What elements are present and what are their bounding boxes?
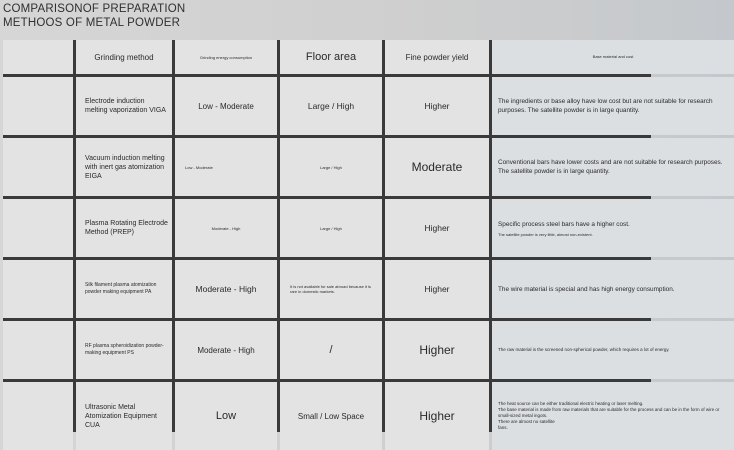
energy-cell: Low: [175, 382, 277, 450]
row-marker-cell: [3, 321, 73, 379]
yield-cell: Moderate: [385, 138, 489, 196]
header-floor: Floor area: [280, 40, 382, 74]
energy-cell: Low - Moderate: [175, 77, 277, 135]
yield-cell: Higher: [385, 199, 489, 257]
floor-cell: Large / High: [280, 77, 382, 135]
floor-cell: Large / High: [280, 199, 382, 257]
energy-cell: Moderate - High: [175, 321, 277, 379]
base-text: The heat source can be either traditional electric heating or laser melting.: [498, 401, 644, 406]
row-marker-cell: [3, 199, 73, 257]
row-marker-cell: [3, 77, 73, 135]
method-cell: Electrode induction melting vaporization VIGA: [76, 77, 172, 135]
floor-cell: It is not available for sale abroad because it is rare in domestic markets.: [280, 260, 382, 318]
row-marker-cell: [3, 382, 73, 450]
base-cell: [492, 382, 734, 450]
header-base: Base material and cost: [492, 40, 734, 74]
base-cell: Conventional bars have lower costs and are not suitable for research purposes. The satellite powder is in large quantity.: [492, 138, 734, 196]
yield-cell: Higher: [385, 77, 489, 135]
base-text-secondary: The satellite powder is very little, almost non-existent.: [498, 231, 593, 237]
method-cell: Plasma Rotating Electrode Method (PREP): [76, 199, 172, 257]
base-text-secondary: The base material is made from raw materials that are suitable for the process and can be in the form of wire or small-sized metal ingots.: [498, 407, 720, 418]
method-cell: Silk filament plasma atomization powder making equipment PA: [76, 260, 172, 318]
base-cell: The wire material is special and has high energy consumption.: [492, 260, 734, 318]
method-cell: Ultrasonic Metal Atomization Equipment CUA: [76, 382, 172, 450]
comparison-table: [3, 40, 723, 432]
floor-cell: /: [280, 321, 382, 379]
floor-cell: Large / High: [280, 138, 382, 196]
method-cell: RF plasma spheroidization powder-making equipment PS: [76, 321, 172, 379]
base-cell: [492, 199, 734, 257]
row-marker-cell: [3, 260, 73, 318]
row-marker-cell: [3, 40, 73, 74]
row-marker-cell: [3, 138, 73, 196]
yield-cell: Higher: [385, 382, 489, 450]
energy-cell: Moderate - High: [175, 199, 277, 257]
base-text-tertiary: There are almost no satellite: [498, 419, 555, 424]
floor-cell: Small / Low Space: [280, 382, 382, 450]
base-text: Specific process steel bars have a higher cost.: [498, 220, 630, 228]
base-cell: The ingredients or base alloy have low cost but are not suitable for research purposes. The satellite powder is in large quantity.: [492, 77, 734, 135]
base-text-quaternary: fans.: [498, 425, 508, 430]
header-method: Grinding method: [76, 40, 172, 74]
page-title: COMPARISONOF PREPARATION METHOOS OF METAL POWDER: [3, 3, 186, 29]
header-energy: Grinding energy consumption: [175, 40, 277, 74]
yield-cell: Higher: [385, 260, 489, 318]
method-cell: Vacuum induction melting with inert gas atomization EIGA: [76, 138, 172, 196]
base-cell: The raw material is the screened non-spherical powder, which requires a lot of energy.: [492, 321, 734, 379]
yield-cell: Higher: [385, 321, 489, 379]
header-yield: Fine powder yield: [385, 40, 489, 74]
energy-cell: Moderate - High: [175, 260, 277, 318]
energy-cell: Low - Moderate: [175, 138, 277, 196]
